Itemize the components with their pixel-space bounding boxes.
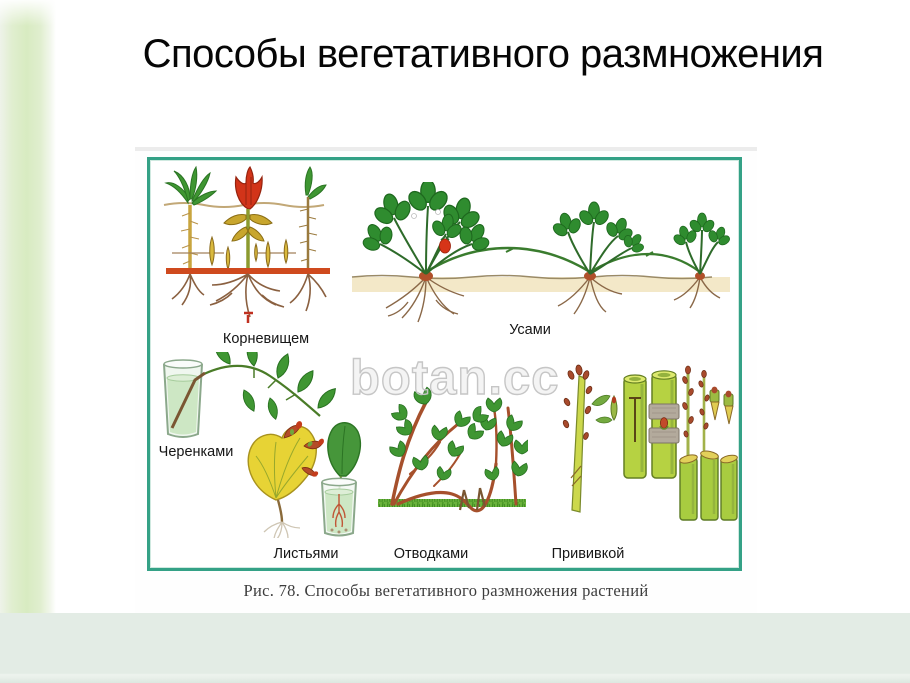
stubs [679, 450, 738, 520]
label-runners: Усами [509, 322, 551, 338]
layering-illustration [376, 382, 528, 524]
watermark-text: botan.cc [350, 351, 560, 405]
rhizome-left-leaves [166, 167, 216, 205]
left-decoration-strip [0, 0, 56, 613]
label-leaves: Листьями [273, 546, 339, 562]
label-rhizome: Корневищем [222, 331, 310, 347]
strawberry-fruit [440, 239, 451, 253]
scion-stem [572, 376, 585, 512]
slide-title: Способы вегетативного размножения [142, 32, 824, 76]
grafting-illustration [552, 362, 738, 524]
label-layering: Отводками [393, 546, 469, 562]
figure-block [135, 147, 757, 613]
ivy-leaves [388, 387, 528, 482]
runners-illustration [348, 182, 735, 330]
leaf-propagation-illustration [240, 410, 368, 538]
wedge-scions [710, 387, 733, 424]
scion-buds [682, 366, 710, 438]
figure-caption: Рис. 78. Способы вегетативного размножения растений [243, 581, 649, 600]
white-roots [264, 522, 300, 538]
roots [172, 274, 326, 317]
figure-frame [147, 157, 742, 571]
bottom-decoration-band [0, 613, 910, 683]
rhizome-illustration [158, 165, 338, 330]
label-grafting: Прививкой [551, 546, 625, 562]
label-cuttings: Черенками [158, 444, 234, 460]
strawberry-leaves [354, 182, 734, 258]
